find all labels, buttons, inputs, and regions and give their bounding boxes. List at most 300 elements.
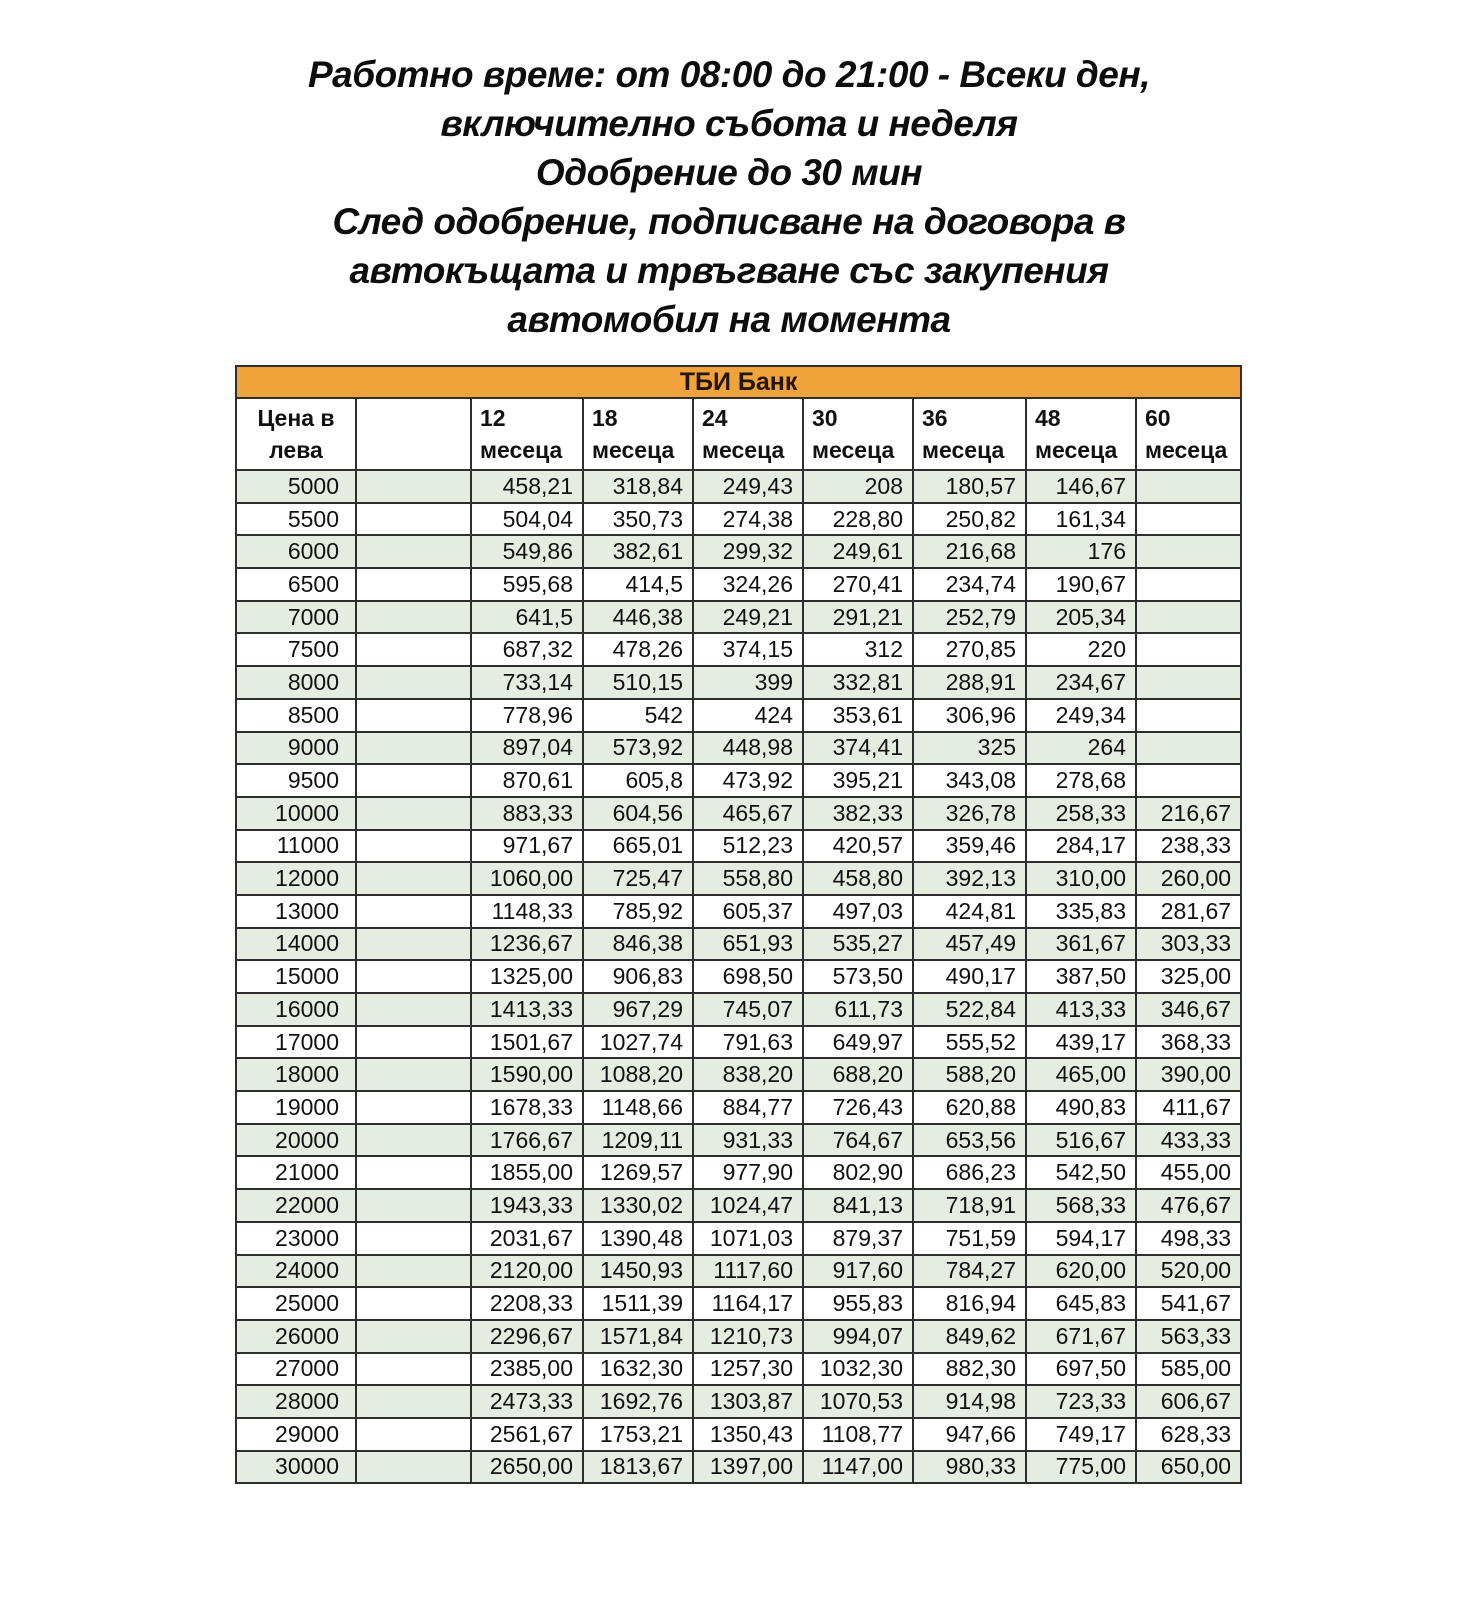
price-cell: 28000 — [236, 1385, 356, 1418]
payment-cell: 368,33 — [1136, 1026, 1241, 1059]
empty-cell — [356, 732, 471, 765]
payment-cell: 146,67 — [1026, 470, 1136, 503]
payment-cell: 1766,67 — [471, 1124, 583, 1157]
table-row — [236, 830, 1241, 863]
payment-cell: 249,21 — [693, 601, 803, 634]
price-cell: 21000 — [236, 1156, 356, 1189]
payment-cell: 465,67 — [693, 797, 803, 830]
payment-cell: 588,20 — [913, 1058, 1026, 1091]
payment-cell: 649,97 — [803, 1026, 913, 1059]
payment-cell: 541,67 — [1136, 1287, 1241, 1320]
payment-cell: 723,33 — [1026, 1385, 1136, 1418]
payment-cell: 606,67 — [1136, 1385, 1241, 1418]
empty-cell — [356, 797, 471, 830]
header-line: месеца — [922, 437, 1005, 463]
price-cell: 9500 — [236, 764, 356, 797]
payment-cell: 897,04 — [471, 732, 583, 765]
payment-cell: 2208,33 — [471, 1287, 583, 1320]
table-row — [236, 1418, 1241, 1451]
payment-cell — [1136, 503, 1241, 536]
payment-cell: 234,74 — [913, 568, 1026, 601]
empty-cell — [356, 1451, 471, 1484]
payment-cell: 2031,67 — [471, 1222, 583, 1255]
header-line: 30 — [812, 405, 838, 431]
price-cell: 24000 — [236, 1255, 356, 1288]
payment-cell: 870,61 — [471, 764, 583, 797]
payment-cell: 1148,33 — [471, 895, 583, 928]
payment-cell: 883,33 — [471, 797, 583, 830]
payment-cell: 335,83 — [1026, 895, 1136, 928]
payment-cell — [1136, 568, 1241, 601]
payment-cell: 510,15 — [583, 666, 693, 699]
payment-cell: 641,5 — [471, 601, 583, 634]
payment-cell: 303,33 — [1136, 928, 1241, 961]
payment-cell: 605,8 — [583, 764, 693, 797]
payment-cell: 411,67 — [1136, 1091, 1241, 1124]
empty-cell — [356, 928, 471, 961]
payment-cell: 802,90 — [803, 1156, 913, 1189]
payment-cell: 733,14 — [471, 666, 583, 699]
price-column-header — [236, 398, 356, 470]
table-row — [236, 666, 1241, 699]
payment-cell: 522,84 — [913, 993, 1026, 1026]
payment-cell: 1164,17 — [693, 1287, 803, 1320]
table-row — [236, 797, 1241, 830]
payment-cell: 841,13 — [803, 1189, 913, 1222]
payment-cell: 1571,84 — [583, 1320, 693, 1353]
month-column-header — [471, 398, 583, 470]
payment-cell: 260,00 — [1136, 862, 1241, 895]
price-cell: 17000 — [236, 1026, 356, 1059]
payment-cell: 1590,00 — [471, 1058, 583, 1091]
price-cell: 14000 — [236, 928, 356, 961]
payment-cell: 1511,39 — [583, 1287, 693, 1320]
title-line: Одобрение до 30 мин — [535, 152, 923, 193]
payment-cell: 1813,67 — [583, 1451, 693, 1484]
payment-cell — [1136, 732, 1241, 765]
payment-cell: 216,68 — [913, 535, 1026, 568]
payment-cell: 291,21 — [803, 601, 913, 634]
payment-cell: 420,57 — [803, 830, 913, 863]
payment-cell: 605,37 — [693, 895, 803, 928]
payment-cell: 332,81 — [803, 666, 913, 699]
payment-cell: 353,61 — [803, 699, 913, 732]
empty-cell — [356, 633, 471, 666]
payment-cell: 778,96 — [471, 699, 583, 732]
price-cell: 12000 — [236, 862, 356, 895]
price-cell: 5000 — [236, 470, 356, 503]
table-row — [236, 1255, 1241, 1288]
price-cell: 27000 — [236, 1353, 356, 1386]
table-row — [236, 1189, 1241, 1222]
payment-cell: 250,82 — [913, 503, 1026, 536]
price-cell: 5500 — [236, 503, 356, 536]
bank-title: ТБИ Банк — [236, 366, 1241, 398]
payment-cell: 312 — [803, 633, 913, 666]
table-row — [236, 928, 1241, 961]
payment-cell: 161,34 — [1026, 503, 1136, 536]
payment-cell: 555,52 — [913, 1026, 1026, 1059]
empty-cell — [356, 1222, 471, 1255]
payment-cell: 549,86 — [471, 535, 583, 568]
empty-cell — [356, 601, 471, 634]
payment-cell: 424,81 — [913, 895, 1026, 928]
payment-cell: 190,67 — [1026, 568, 1136, 601]
payment-cell: 671,67 — [1026, 1320, 1136, 1353]
payment-cell: 846,38 — [583, 928, 693, 961]
payment-cell: 516,67 — [1026, 1124, 1136, 1157]
payment-cell: 764,67 — [803, 1124, 913, 1157]
header-line: 24 — [702, 405, 728, 431]
table-row — [236, 960, 1241, 993]
payment-cell: 2473,33 — [471, 1385, 583, 1418]
payment-cell: 504,04 — [471, 503, 583, 536]
payment-cell: 751,59 — [913, 1222, 1026, 1255]
payment-cell: 1390,48 — [583, 1222, 693, 1255]
payment-cell: 497,03 — [803, 895, 913, 928]
payment-cell — [1136, 666, 1241, 699]
payment-cell: 971,67 — [471, 830, 583, 863]
payment-cell: 791,63 — [693, 1026, 803, 1059]
payment-cell: 1397,00 — [693, 1451, 803, 1484]
empty-cell — [356, 830, 471, 863]
empty-cell — [356, 1124, 471, 1157]
payment-cell — [1136, 633, 1241, 666]
payment-cell: 698,50 — [693, 960, 803, 993]
payment-cell: 374,15 — [693, 633, 803, 666]
payment-cell: 413,33 — [1026, 993, 1136, 1026]
payment-cell: 299,32 — [693, 535, 803, 568]
table-row — [236, 764, 1241, 797]
payment-cell: 361,67 — [1026, 928, 1136, 961]
price-cell: 22000 — [236, 1189, 356, 1222]
payment-cell: 1692,76 — [583, 1385, 693, 1418]
title-line: включително събота и неделя — [440, 103, 1018, 144]
payment-cell: 604,56 — [583, 797, 693, 830]
payment-cell: 270,85 — [913, 633, 1026, 666]
table-row — [236, 862, 1241, 895]
payment-cell: 650,00 — [1136, 1451, 1241, 1484]
month-column-header — [1026, 398, 1136, 470]
payment-cell: 208 — [803, 470, 913, 503]
payment-cell: 1027,74 — [583, 1026, 693, 1059]
table-row — [236, 1222, 1241, 1255]
payment-cell: 490,83 — [1026, 1091, 1136, 1124]
header-line: 60 — [1145, 405, 1171, 431]
payment-cell: 1855,00 — [471, 1156, 583, 1189]
payment-cell: 542 — [583, 699, 693, 732]
price-table — [235, 365, 1242, 1484]
price-cell: 30000 — [236, 1451, 356, 1484]
payment-cell: 284,17 — [1026, 830, 1136, 863]
table-row — [236, 1026, 1241, 1059]
payment-cell: 1070,53 — [803, 1385, 913, 1418]
empty-cell — [356, 960, 471, 993]
empty-cell — [356, 1418, 471, 1451]
payment-cell: 686,23 — [913, 1156, 1026, 1189]
payment-cell: 310,00 — [1026, 862, 1136, 895]
payment-cell: 749,17 — [1026, 1418, 1136, 1451]
table-row — [236, 535, 1241, 568]
price-cell: 8000 — [236, 666, 356, 699]
payment-cell: 176 — [1026, 535, 1136, 568]
empty-cell — [356, 1156, 471, 1189]
month-column-header — [913, 398, 1026, 470]
payment-cell: 718,91 — [913, 1189, 1026, 1222]
payment-cell: 350,73 — [583, 503, 693, 536]
payment-cell: 439,17 — [1026, 1026, 1136, 1059]
title-line: автомобил на момента — [507, 299, 951, 340]
payment-cell: 1943,33 — [471, 1189, 583, 1222]
payment-cell: 249,43 — [693, 470, 803, 503]
table-row — [236, 1320, 1241, 1353]
payment-cell: 490,17 — [913, 960, 1026, 993]
payment-cell: 1325,00 — [471, 960, 583, 993]
payment-cell: 775,00 — [1026, 1451, 1136, 1484]
empty-cell — [356, 1255, 471, 1288]
payment-cell: 1678,33 — [471, 1091, 583, 1124]
payment-cell: 274,38 — [693, 503, 803, 536]
payment-cell: 1350,43 — [693, 1418, 803, 1451]
payment-cell: 1269,57 — [583, 1156, 693, 1189]
table-row — [236, 1091, 1241, 1124]
empty-cell — [356, 699, 471, 732]
header-line: лева — [269, 437, 323, 463]
payment-cell: 785,92 — [583, 895, 693, 928]
price-cell: 26000 — [236, 1320, 356, 1353]
payment-cell: 697,50 — [1026, 1353, 1136, 1386]
payment-cell: 1060,00 — [471, 862, 583, 895]
payment-cell: 745,07 — [693, 993, 803, 1026]
payment-cell: 465,00 — [1026, 1058, 1136, 1091]
price-table-container — [235, 365, 1242, 1484]
table-row — [236, 1287, 1241, 1320]
price-cell: 16000 — [236, 993, 356, 1026]
empty-cell — [356, 1320, 471, 1353]
header-line: 12 — [480, 405, 506, 431]
month-column-header — [803, 398, 913, 470]
payment-cell: 512,23 — [693, 830, 803, 863]
payment-cell: 520,00 — [1136, 1255, 1241, 1288]
payment-cell: 387,50 — [1026, 960, 1136, 993]
payment-cell: 1147,00 — [803, 1451, 913, 1484]
title-line: автокъщата и трвъгване със закупения — [349, 250, 1109, 291]
payment-cell: 665,01 — [583, 830, 693, 863]
payment-cell — [1136, 535, 1241, 568]
table-row — [236, 993, 1241, 1026]
payment-cell: 216,67 — [1136, 797, 1241, 830]
price-cell: 15000 — [236, 960, 356, 993]
price-cell: 6000 — [236, 535, 356, 568]
payment-cell: 220 — [1026, 633, 1136, 666]
payment-cell: 568,33 — [1026, 1189, 1136, 1222]
empty-cell — [356, 993, 471, 1026]
payment-cell: 446,38 — [583, 601, 693, 634]
table-row — [236, 732, 1241, 765]
payment-cell: 884,77 — [693, 1091, 803, 1124]
payment-cell: 535,27 — [803, 928, 913, 961]
payment-cell — [1136, 470, 1241, 503]
payment-cell: 595,68 — [471, 568, 583, 601]
price-cell: 18000 — [236, 1058, 356, 1091]
header-line: Цена в — [257, 405, 335, 431]
payment-cell: 917,60 — [803, 1255, 913, 1288]
payment-cell: 1236,67 — [471, 928, 583, 961]
price-cell: 7500 — [236, 633, 356, 666]
table-row — [236, 1385, 1241, 1418]
payment-cell: 1413,33 — [471, 993, 583, 1026]
payment-cell: 2650,00 — [471, 1451, 583, 1484]
table-row — [236, 1124, 1241, 1157]
payment-cell: 288,91 — [913, 666, 1026, 699]
payment-cell: 542,50 — [1026, 1156, 1136, 1189]
price-cell: 20000 — [236, 1124, 356, 1157]
payment-cell: 558,80 — [693, 862, 803, 895]
payment-cell: 2120,00 — [471, 1255, 583, 1288]
payment-cell: 906,83 — [583, 960, 693, 993]
payment-cell: 278,68 — [1026, 764, 1136, 797]
payment-cell: 238,33 — [1136, 830, 1241, 863]
payment-cell: 374,41 — [803, 732, 913, 765]
payment-cell: 784,27 — [913, 1255, 1026, 1288]
payment-cell: 455,00 — [1136, 1156, 1241, 1189]
empty-cell — [356, 503, 471, 536]
payment-cell: 359,46 — [913, 830, 1026, 863]
payment-cell: 2561,67 — [471, 1418, 583, 1451]
payment-cell: 947,66 — [913, 1418, 1026, 1451]
payment-cell: 249,34 — [1026, 699, 1136, 732]
payment-cell: 476,67 — [1136, 1189, 1241, 1222]
price-cell: 9000 — [236, 732, 356, 765]
empty-column-header — [356, 398, 471, 470]
payment-cell — [1136, 764, 1241, 797]
payment-cell: 270,41 — [803, 568, 913, 601]
payment-cell — [1136, 699, 1241, 732]
payment-cell: 414,5 — [583, 568, 693, 601]
payment-cell: 478,26 — [583, 633, 693, 666]
table-row — [236, 895, 1241, 928]
payment-cell: 1450,93 — [583, 1255, 693, 1288]
price-cell: 10000 — [236, 797, 356, 830]
payment-cell: 585,00 — [1136, 1353, 1241, 1386]
payment-cell: 448,98 — [693, 732, 803, 765]
payment-cell: 473,92 — [693, 764, 803, 797]
payment-cell: 849,62 — [913, 1320, 1026, 1353]
payment-cell: 980,33 — [913, 1451, 1026, 1484]
payment-cell: 1088,20 — [583, 1058, 693, 1091]
empty-cell — [356, 1091, 471, 1124]
payment-cell: 1303,87 — [693, 1385, 803, 1418]
payment-cell: 258,33 — [1026, 797, 1136, 830]
payment-cell: 325,00 — [1136, 960, 1241, 993]
payment-cell: 252,79 — [913, 601, 1026, 634]
payment-cell: 882,30 — [913, 1353, 1026, 1386]
payment-cell: 1210,73 — [693, 1320, 803, 1353]
payment-cell: 1501,67 — [471, 1026, 583, 1059]
payment-cell: 457,49 — [913, 928, 1026, 961]
page-title — [0, 50, 1458, 344]
payment-cell: 458,80 — [803, 862, 913, 895]
header-line: месеца — [1035, 437, 1118, 463]
payment-cell: 651,93 — [693, 928, 803, 961]
payment-cell: 264 — [1026, 732, 1136, 765]
title-line: След одобрение, подписване на договора в — [332, 201, 1126, 242]
price-cell: 8500 — [236, 699, 356, 732]
payment-cell: 1148,66 — [583, 1091, 693, 1124]
payment-cell: 1330,02 — [583, 1189, 693, 1222]
price-cell: 23000 — [236, 1222, 356, 1255]
payment-cell: 1257,30 — [693, 1353, 803, 1386]
payment-cell: 382,61 — [583, 535, 693, 568]
payment-cell — [1136, 601, 1241, 634]
title-line: Работно време: от 08:00 до 21:00 - Всеки ден, — [307, 54, 1150, 95]
payment-cell: 1071,03 — [693, 1222, 803, 1255]
payment-cell: 433,33 — [1136, 1124, 1241, 1157]
table-row — [236, 1058, 1241, 1091]
table-row — [236, 470, 1241, 503]
empty-cell — [356, 895, 471, 928]
empty-cell — [356, 1058, 471, 1091]
payment-cell: 205,34 — [1026, 601, 1136, 634]
payment-cell: 967,29 — [583, 993, 693, 1026]
payment-cell: 390,00 — [1136, 1058, 1241, 1091]
empty-cell — [356, 1353, 471, 1386]
price-cell: 25000 — [236, 1287, 356, 1320]
payment-cell: 424 — [693, 699, 803, 732]
header-line: месеца — [812, 437, 895, 463]
payment-cell: 725,47 — [583, 862, 693, 895]
payment-cell: 228,80 — [803, 503, 913, 536]
table-row — [236, 1451, 1241, 1484]
payment-cell: 180,57 — [913, 470, 1026, 503]
header-line: 48 — [1035, 405, 1061, 431]
header-line: 36 — [922, 405, 948, 431]
payment-cell: 343,08 — [913, 764, 1026, 797]
payment-cell: 1753,21 — [583, 1418, 693, 1451]
payment-cell: 1632,30 — [583, 1353, 693, 1386]
bank-banner-row — [236, 366, 1241, 398]
empty-cell — [356, 535, 471, 568]
price-cell: 7000 — [236, 601, 356, 634]
payment-cell: 325 — [913, 732, 1026, 765]
table-row — [236, 699, 1241, 732]
payment-cell: 838,20 — [693, 1058, 803, 1091]
price-cell: 19000 — [236, 1091, 356, 1124]
header-line: 18 — [592, 405, 618, 431]
payment-cell: 879,37 — [803, 1222, 913, 1255]
payment-cell: 395,21 — [803, 764, 913, 797]
empty-cell — [356, 568, 471, 601]
header-line: месеца — [702, 437, 785, 463]
payment-cell: 326,78 — [913, 797, 1026, 830]
payment-cell: 563,33 — [1136, 1320, 1241, 1353]
payment-cell: 620,88 — [913, 1091, 1026, 1124]
payment-cell: 392,13 — [913, 862, 1026, 895]
payment-cell: 1117,60 — [693, 1255, 803, 1288]
payment-cell: 931,33 — [693, 1124, 803, 1157]
price-table-body — [236, 470, 1241, 1483]
table-row — [236, 503, 1241, 536]
payment-cell: 318,84 — [583, 470, 693, 503]
payment-cell: 726,43 — [803, 1091, 913, 1124]
payment-cell: 816,94 — [913, 1287, 1026, 1320]
payment-cell: 687,32 — [471, 633, 583, 666]
payment-cell: 1209,11 — [583, 1124, 693, 1157]
payment-cell: 620,00 — [1026, 1255, 1136, 1288]
empty-cell — [356, 666, 471, 699]
empty-cell — [356, 470, 471, 503]
month-column-header — [1136, 398, 1241, 470]
